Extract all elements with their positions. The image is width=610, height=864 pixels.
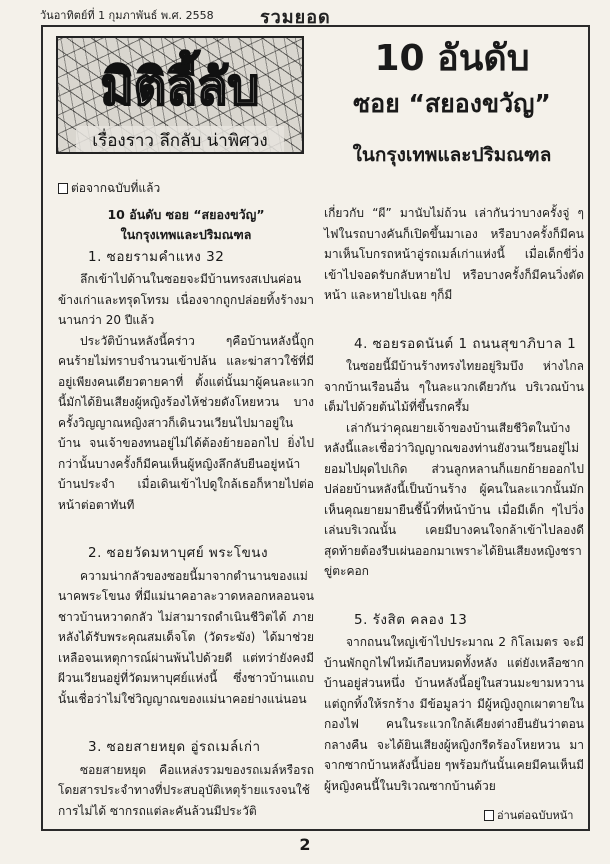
continued-label: ต่อจากฉบับที่แล้ว [71, 181, 161, 195]
headline [318, 40, 586, 170]
paragraph: ซอยสายหยุด คือแหล่งรวมของรถเมล์หรือรถโดยสารประจำทางที่ประสบอุบัติเหตุร้ายแรงจนใช้การไม่ได้ ซากรถแต่ละคันล้วนมีประวัติ [58, 762, 314, 818]
paragraph: ลึกเข้าไปด้านในซอยจะมีบ้านทรงสเปนค่อนข้างเก่าและทรุดโทรม เนื่องจากถูกปล่อยทิ้งร้างมานานกว่า 20 ปีแล้ว [58, 272, 314, 327]
right-column [324, 203, 584, 796]
square-bullet-icon [58, 183, 68, 194]
paragraph: จากถนนใหญ่เข้าไปประมาณ 2 กิโลเมตร จะมีบ้านพักถูกไฟไหม้เกือบหมดทั้งหลัง แต่ยังเหลือซากบ้านอยู่ส่วนหนึ่ง บ้านหลังนี้อยู่ในสวนมะขามหวาน แต่ถูกทิ้งให้รกร้าง มีข้อมูลว่า มีผู้หญิงถูกเผาตายในกองไฟ คนในระแวกใกล้เคียงต่างยืนยันว่าตอนกลางคืน จะได้ยินเสียงผู้หญิงกรีดร้องโหยหวน มาจากซากบ้านหลังนี้บ่อย ๆพร้อมกันนั้นเคยมีคนเห็นมีผู้หญิงคนนี้ในบริเวณซากบ้านด้วย [324, 635, 584, 793]
paragraph: ในซอยนี้มีบ้านร้างทรงไทยอยู่ริมบึง ห่างไกลจากบ้านเรือนอื่น ๆในละแวกเดียวกัน บริเวณบ้านเต็มไปด้วยต้นไม้ที่ขึ้นรกครึ้ม [324, 359, 584, 414]
page-number: 2 [299, 835, 311, 854]
paragraph: ความน่ากลัวของซอยนี้มาจากตำนานของแม่นาคพระโขนง ที่มีแม่นาคอาละวาดหลอกหลอนจนชาวบ้านหวาดกลัว ไม่สามารถดำเนินชีวิตได้ ภายหลังได้รับพระคุณสมเด็จโต (วัดระฆัง) ได้มาช่วยเหลือจนเหตุการณ์ผ่านพ้นไปด้วยดี แต่ทว่ายังคงมีผีวนเวียนอยู่ที่วัดมหาบุศย์แห่งนี้ ซึ่งชาวบ้านแถบนั้นเชื่อว่าไม่ใช่วิญญาณของแม่นาคอย่างแน่นอน [58, 568, 314, 706]
column-title-box [56, 36, 304, 154]
paragraph: เล่ากันว่าคุณยายเจ้าของบ้านเสียชีวิตในบ้างหลังนี้และเชื่อว่าวิญญาณของท่านยังวนเวียนอยู่ไม่ยอมไปผุดไปเกิด ส่วนลูกหลานก็แยกย้ายออกไป ปล่อยบ้านหลังนี้เป็นบ้านร้าง ผู้คนในละแวกนั้นมักเห็นคุณยายมายืนชี้นิ้วที่หน้าบ้าน เมื่อมีเด็ก ๆไปวิ่งเล่นบริเวณนั้น เคยมีบางคนใจกล้าเข้าไปลองดี สุดท้ายต้องรีบเผ่นออกมาเพราะได้ยินเสียงหญิงชราขู่ตะคอก [324, 420, 584, 578]
column-subtitle: เรื่องราว ลึกลับ น่าพิศวง [76, 126, 284, 154]
section-heading-2: 2. ซอยวัดมหาบุศย์ พระโขนง [88, 545, 269, 561]
section-heading-1: 1. ซอยรามคำแหง 32 [88, 248, 225, 265]
header-date: วันอาทิตย์ที่ 1 กุมภาพันธ์ พ.ศ. 2558 [40, 9, 214, 22]
headline-line-1: 10 อันดับ [374, 38, 530, 79]
masthead: รวมยอด [260, 7, 331, 28]
continued-note [58, 178, 314, 199]
section-heading-5: 5. รังสิต คลอง 13 [354, 611, 468, 628]
headline-line-2: ซอย “สยองขวัญ” [353, 88, 551, 118]
left-column [58, 178, 314, 821]
section-heading-4: 4. ซอยรอดนันต์ 1 ถนนสุขาภิบาล 1 [354, 335, 577, 352]
square-bullet-icon [484, 810, 494, 821]
column-title: มิติลี้ลับ [100, 57, 260, 116]
paragraph: ประวัติบ้านหลังนี้คร่าว ๆคือบ้านหลังนี้ถูกคนร้ายไม่ทราบจำนวนเข้าปล้น และฆ่าสาวใช้ที่มีอยู่เพียงคนเดียวตายคาที่ ตั้งแต่นั้นมาผู้คนละแวกนี้มักได้ยินเสียงผู้หญิงร้องไห้ช่วยดังโหยหวน บางครั้งวิญญาณหญิงสาวก็เดินวนเวียนไปมาอยู่ในบ้าน จนเจ้าของทนอยู่ไม่ได้ต้องย้ายออกไป ยิ่งไปกว่านั้นบางครั้งก็มีคนเห็นผู้หญิงลึกลับยืนอยู่หน้าบ้านประจำ เมื่อเดินเข้าไปดูใกล้เธอก็หายไปต่อหน้าต่อตาทันที [58, 333, 314, 512]
headline-line-3: ในกรุงเทพและปริมณฑล [352, 143, 552, 166]
continued-next-note [484, 806, 573, 824]
continued-next-label: อ่านต่อฉบับหน้า [497, 809, 574, 822]
article-title-1: 10 อันดับ ซอย “สยองขวัญ” [107, 206, 265, 222]
article-title-2: ในกรุงเทพและปริมณฑล [120, 226, 252, 242]
paragraph: เกี่ยวกับ “ผี” มานับไม่ถ้วน เล่ากันว่าบางครั้งจู่ ๆ ไฟในรถบางคันก็เปิดขึ้นมาเอง หรือบางครั้งก็มีคนมาเห็นโบกรถหน้าอู่รถเมล์เก่าแห่งนี้ เมื่อเด็กขี่วิ่งเข้าไปจอดรับกลับหายไป หรือบางครั้งก็มีคนวิ่งตัดหน้า และหายไปเฉย ๆก็มี [324, 206, 584, 302]
section-heading-3: 3. ซอยสายหยุด อู่รถเมล์เก่า [88, 739, 261, 755]
